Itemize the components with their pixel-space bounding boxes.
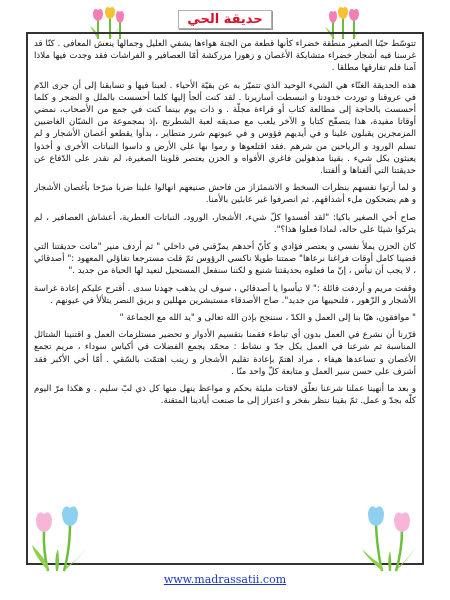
paragraph: و بعد ما أنهينا عملنا شرعنا نعلّق لافتات مليئة بحكم و مواعظ ينهل منها كل ذي لبّ سليم . و هكذا مرّ اليوم كلّه بجدّ و عمل. ثمّ بقينا ننظر بفخر و اعتزاز إلى ما صنعت أيادينا المتقنة. — [34, 384, 416, 407]
paragraph: صاح أخي الصغير باكيا: "لقد أفسدوا كلّ شيء، الأشجار، الورود، النباتات العطرية، أعشاش العصافير ، لم يتركوا شيئا على حاله، لماذا فعلوا هذا؟". — [34, 212, 416, 235]
paragraph: كان الحزن يملأ نفسي و يعتصر فؤادي و كأنّ أحدهم يمزّقني في داخلي " ثم أردف منير "ماتت حديقتنا التي قضينا كامل أوقات فراغنا نرعاها" صمتنا طويلا ناكسي الرؤوس ثمّ قلت مسترجعا تفاؤلي المعهود :" أصدقائي ، لا يجب أن نيأس ، إنّ ما فعلوه بحديقتنا شنيع و لكننا سنفعل المستحيل لنعيد لها الحياة من جديد ." — [34, 242, 416, 277]
paragraph: تتوسّط حيّنا الصغير منطقة خضراء كأنها قطعة من الجنة هواءها يشفي العليل وجمالها ينعش المعافى . كنّا قد غرسنا فيه أشجار خضراء متشابكة الأغصان و زهورا مزركشة أمّا العصافير و الفراشات فقد وجدت فيها ملاذا آمنا فلم تفارقها مطلقا . — [34, 39, 416, 74]
paragraph: وقفت مريم و أردفت قائلة :" لا تيأسوا يا أصدقائي ، سوف لن يذهب جهدنا سدى . أقترح عليكم إعادة غراسة الأشجار و الزّهور ، فلنحييها من جديد". صاح الأصدقاء مستبشرين مهللين و بريق النصر يتلألأ في عيونهم . — [34, 283, 416, 306]
page-title-text: حديقة الحي — [178, 10, 271, 29]
tulip-flowers-bottom-left-icon — [30, 505, 90, 573]
tulip-flowers-bottom-right-icon — [358, 505, 418, 573]
footer-website-link[interactable]: www.madrassatii.com — [163, 573, 287, 586]
paragraph: و لما أرتوا نفسهم بنظرات السخط و الاشمئزاز من فاحش صنيعهم انهالوا علينا ضربا مبرّحا بأغصان الأشجار و هم يضحكون ملء أشداقهم. ثم انصرفوا غير عابئين بالأمنا. — [34, 183, 416, 206]
paragraph: هذه الحديقة الغنّاء هي الشيء الوحيد الذي تتميّز به عن بقيّة الأحياء . لعبنا فيها و تسابقنا إلى أن جرى الدّم في عروقنا و توردت خدودنا و انبسطت أساريرنا . لقد كنت ألجأ إليها كلما أحسست بالملل و الضجر و كلما أحسست بالحاجة إلى مطالعة كتاب أو قراءة مجلّة . و ذات يوم بينما كنت في جمع من الأصحاب، نمضي أوقاتا مفيدة، هذا يتصفّح كتابا و الآخر يلعب مع صديقه لعبة الشطرنج ،إذ بمجموعة من الشبّان الغاضبين المزمجرين يقبلون علينا و في أيديهم فؤوس و في عيونهم شرر متطاير ، بدأوا يقطعو أغصان الأشجار و لم تسلم الورود و الرياحين من شرهم .فقد اقتلعوها و رموا بها على الأرض و داسوا النباتات الأخرى و أخذوا يعبثون بكل شيء . بقينا مذهولين فاغري الأفواه و الحزن يعتصر قلوبنا الصغيرة، لم نقدر على الدّفاع عن حديقتنا التي ألفناها و ألفتنا. — [34, 80, 416, 177]
story-body — [34, 38, 416, 558]
paragraph: قرّرنا أن نشرع في العمل بدون أي تباطء فقمنا بتقسيم الأدوار و تحضير مستلزمات العمل و اقتنينا الشتائل المناسبة ثم شرعنا في العمل بكل جدّ و نشاط : محمّد يجمع الفضلات في أكياس سوداء ، مريم تجمع الأغصان و تساعدها هيفاء ، مراد اهتمّ بإعادة تقليم الأشجار و زينب اهتمّت بالسّقي . أمّا أخي الأكبر فقد أشرف على حسن سير العمل و متابعة كلّ واحد منّا . — [34, 330, 416, 377]
page-title — [150, 8, 300, 30]
paragraph: " موافقون، هيّا بنا إلى العمل و الكدّ ، سننجح بإذن الله تعالى و "يد الله مع الجماعة " — [119, 313, 416, 324]
